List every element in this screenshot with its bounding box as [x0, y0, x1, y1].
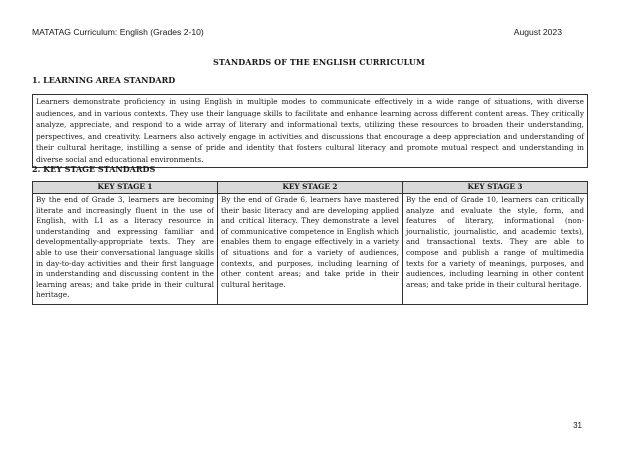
learning-area-heading: 1. LEARNING AREA STANDARD: [32, 75, 176, 85]
learning-area-standard-box: Learners demonstrate proficiency in using English in multiple modes to communicate effectively in a wide range of situations, with diverse audiences, and in various contexts. They use their language skills to facilitate and enhance learning across different content areas. They critically analyze, appreciate, and respond to a wide array of literary and informational texts, utilizing these resources to broaden their understanding, perspectives, and creativity. Learners also actively engage in activities and discussions that encourage a deep appreciation and understanding of their cultural heritage, instilling a sense of pride and identity that fosters cultural literacy and promote mutual respect and understanding in diverse social and educational environments.: [32, 94, 588, 168]
key-stage-heading: 2. KEY STAGE STANDARDS: [32, 164, 156, 174]
key-stage-2-cell: By the end of Grade 6, learners have mastered their basic literacy and are developing applied and critical literacy. They demonstrate a level of communicative competence in English which enables them to engage effectively in a variety of situations and for a variety of audiences, contexts, and purposes, including learning of other content areas; and take pride in their cultural heritage.: [218, 194, 403, 305]
column-header-key-stage-1: KEY STAGE 1: [33, 182, 218, 194]
header-curriculum-title: MATATAG Curriculum: English (Grades 2-10): [32, 27, 204, 37]
header-date: August 2023: [513, 27, 562, 37]
key-stage-3-cell: By the end of Grade 10, learners can critically analyze and evaluate the style, form, and features of literary, informational (non-journalistic, journalistic, and academic texts), and transactional texts. They are able to compose and publish a range of multimedia texts for a variety of meanings, purposes, and audiences, including learning in other content areas; and take pride in their cultural heritage.: [403, 194, 588, 305]
table-row: [33, 194, 588, 305]
page-number: 31: [573, 421, 582, 430]
column-header-key-stage-3: KEY STAGE 3: [403, 182, 588, 194]
column-header-key-stage-2: KEY STAGE 2: [218, 182, 403, 194]
table-header-row: [33, 182, 588, 194]
key-stage-table: [32, 181, 588, 305]
key-stage-1-cell: By the end of Grade 3, learners are becoming literate and increasingly fluent in the use of English, with L1 as a literacy resource in understanding and expressing familiar and developmentally-appropriate texts. They are able to use their conversational language skills in day-to-day activities and their first language in understanding and discussing content in the learning areas; and take pride in their cultural heritage.: [33, 194, 218, 305]
page-title: STANDARDS OF THE ENGLISH CURRICULUM: [213, 57, 425, 67]
